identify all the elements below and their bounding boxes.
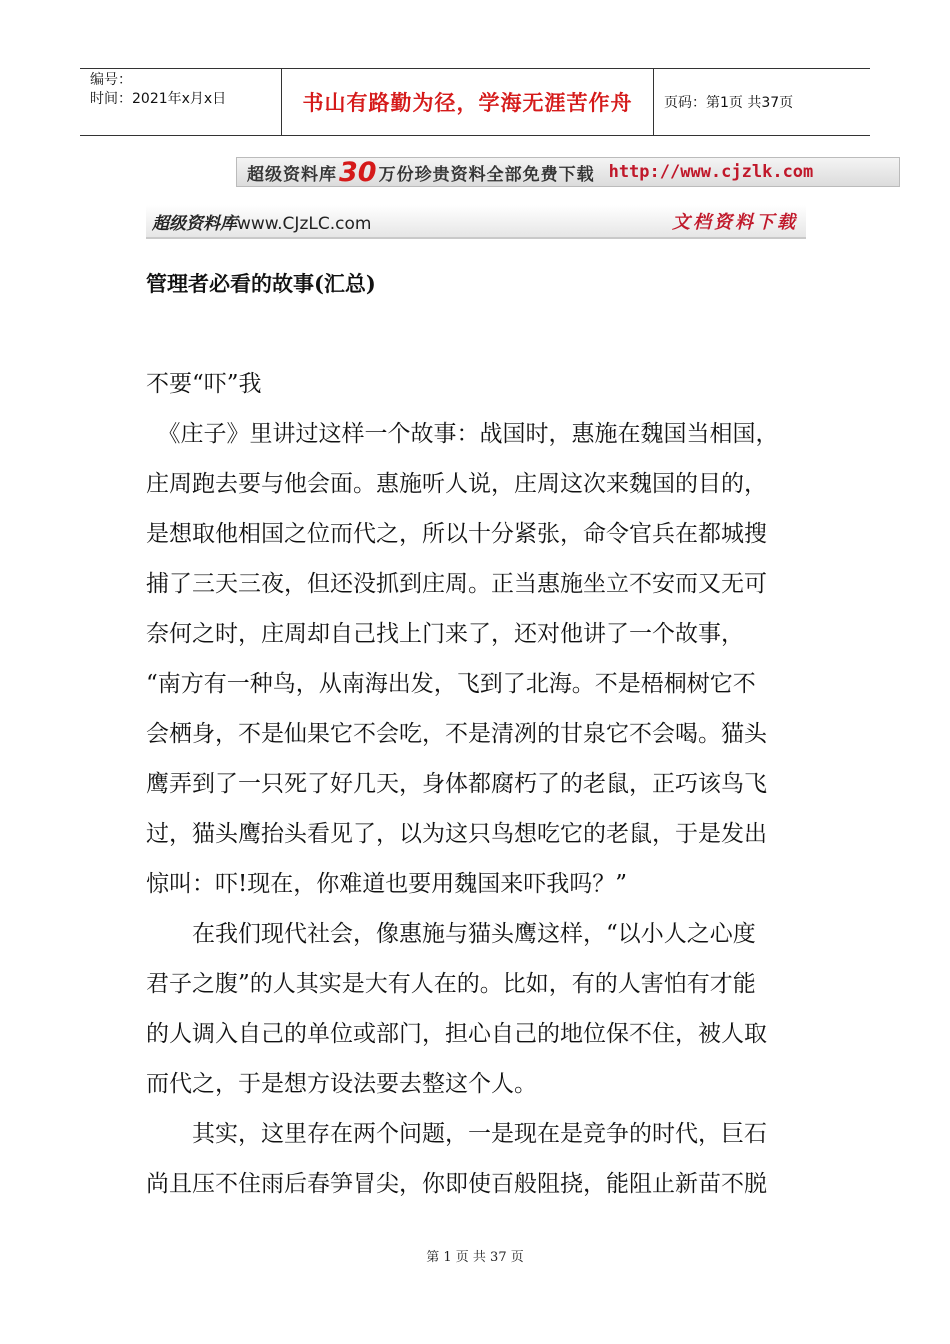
page-info: 页码：第1页 共37页	[664, 95, 794, 111]
ad-banner-top[interactable]	[236, 157, 900, 187]
story-subtitle: 不要“吓”我	[146, 371, 262, 397]
ad-banner-second[interactable]	[146, 205, 806, 239]
motto: 书山有路勤为径，学海无涯苦作舟	[282, 69, 654, 135]
paragraph-line: 尚且压不住雨后春笋冒尖，你即使百般阻挠，能阻止新苗不脱	[146, 1171, 767, 1197]
paragraph-line: 会栖身，不是仙果它不会吃，不是清冽的甘泉它不会喝。猫头	[146, 721, 767, 747]
document-body	[146, 366, 806, 1216]
paragraph-line: 而代之，于是想方设法要去整这个人。	[146, 1071, 537, 1097]
banner-top-text-b: 万份珍贵资料全部免费下载	[378, 164, 595, 185]
time-label: 时间：2021年x月x日	[90, 91, 227, 107]
paragraph-line: 鹰弄到了一只死了好几天，身体都腐朽了的老鼠，正巧该鸟飞	[146, 771, 767, 797]
paragraph-line: 捕了三天三夜，但还没抓到庄周。正当惠施坐立不安而又无可	[146, 571, 767, 597]
paragraph-line: 惊叫：吓!现在，你难道也要用魏国来吓我吗？”	[146, 871, 628, 897]
number-label: 编号：	[90, 72, 132, 88]
paragraph-line: 《庄子》里讲过这样一个故事：战国时，惠施在魏国当相国，	[146, 421, 779, 447]
banner-second-right[interactable]: 文档资料下载	[672, 212, 798, 233]
paragraph-line: 其实，这里存在两个问题，一是现在是竞争的时代，巨石	[146, 1121, 767, 1147]
header-meta-cell	[80, 69, 282, 135]
banner-top-text-a: 超级资料库	[247, 164, 337, 185]
paragraph-line: 奈何之时，庄周却自己找上门来了，还对他讲了一个故事，	[146, 621, 744, 647]
banner-second-left	[152, 209, 371, 234]
paragraph-line: “南方有一种鸟，从南海出发，飞到了北海。不是梧桐树它不	[146, 671, 756, 697]
paragraph-line: 过，猫头鹰抬头看见了，以为这只鸟想吃它的老鼠，于是发出	[146, 821, 767, 847]
paragraph-line: 是想取他相国之位而代之，所以十分紧张，命令官兵在都城搜	[146, 521, 767, 547]
document-title: 管理者必看的故事(汇总)	[146, 271, 376, 296]
page-footer: 第 1 页 共 37 页	[426, 1250, 524, 1265]
paragraph-line: 的人调入自己的单位或部门，担心自己的地位保不住，被人取	[146, 1021, 767, 1047]
header-table	[80, 68, 870, 136]
banner-top-number: 30	[339, 157, 377, 187]
banner-top-url[interactable]: http://www.cjzlk.com	[608, 162, 814, 182]
paragraph-line: 庄周跑去要与他会面。惠施听人说，庄周这次来魏国的目的，	[146, 471, 767, 497]
banner-second-url[interactable]: www.CJzLC.com	[237, 213, 372, 234]
paragraph-line: 在我们现代社会，像惠施与猫头鹰这样，“以小人之心度	[146, 921, 756, 947]
paragraph-line: 君子之腹”的人其实是大有人在的。比如，有的人害怕有才能	[146, 971, 756, 997]
banner-second-left-text: 超级资料库	[152, 213, 237, 234]
